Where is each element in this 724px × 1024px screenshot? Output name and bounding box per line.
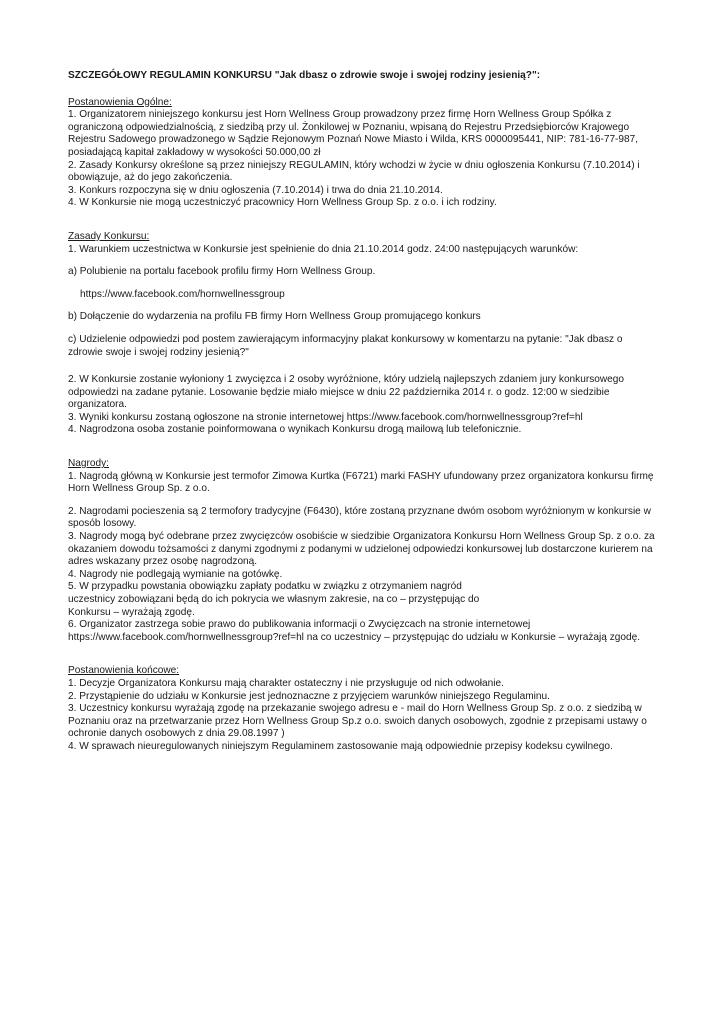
final-provisions-section <box>68 665 658 753</box>
general-item-1: 1. Organizatorem niniejszego konkursu jest Horn Wellness Group prowadzony przez firmę Horn Wellness Group Spółka z ograniczoną odpowiedzialnością, z siedzibą przy ul. Żonkilowej w Poznaniu, wpisaną do Rejestru Przedsiębiorców Krajowego Rejestru Sadowego prowadzonego w Sądzie Rejonowym Poznań Nowe Miasto i Wilda, KRS 0000095441, NIP: 781-16-77-987, posiadającą kapitał zakładowy w wysokości 50.000,00 zł <box>68 109 639 158</box>
prizes-item-2: 2. Nagrodami pocieszenia są 2 termofory tradycyjne (F6430), które zostaną przyznane dwóm osobom wyróżnionym w konkursie w sposób losowy. <box>68 505 651 530</box>
prizes-heading: Nagrody: <box>68 458 109 470</box>
rules-item-3: 3. Wyniki konkursu zostaną ogłoszone na stronie internetowej https://www.facebook.com/hornwellnessgroup?ref=hl <box>68 411 583 423</box>
rules-item-c: c) Udzielenie odpowiedzi pod postem zawierającym informacyjny plakat konkursowy w komentarzu na pytanie: "Jak dbasz o zdrowie swoje i swojej rodziny jesienią?" <box>68 333 623 358</box>
rules-item-2: 2. W Konkursie zostanie wyłoniony 1 zwycięzca i 2 osoby wyróżnione, który udzielą najlepszych zdaniem jury konkursowego odpowiedzi na zadane pytanie. Losowanie będzie miało miejsce w dniu 22 października 2014 r. o godz. 12:00 w siedzibie organizatora. <box>68 374 624 411</box>
prizes-item-1: 1. Nagrodą główną w Konkursie jest termofor Zimowa Kurtka (F6721) marki FASHY ufundowany przez organizatora konkursu firmę Horn Wellness Group Sp. z o.o. <box>68 470 654 495</box>
general-item-3: 3. Konkurs rozpoczyna się w dniu ogłoszenia (7.10.2014) i trwa do dnia 21.10.2014. <box>68 184 443 196</box>
rules-item-4: 4. Nagrodzona osoba zostanie poinformowana o wynikach Konkursu drogą mailową lub telefonicznie. <box>68 424 522 436</box>
final-item-2: 2. Przystąpienie do udziału w Konkursie jest jednoznaczne z przyjęciem warunków niniejszego Regulaminu. <box>68 690 550 702</box>
final-item-4: 4. W sprawach nieuregulowanych niniejszym Regulaminem zastosowanie mają odpowiednie przepisy kodeksu cywilnego. <box>68 740 613 752</box>
prizes-item-4: 4. Nagrody nie podlegają wymianie na gotówkę. <box>68 568 283 580</box>
final-item-1: 1. Decyzje Organizatora Konkursu mają charakter ostateczny i nie przysługuje od nich odwołanie. <box>68 677 504 689</box>
prizes-section <box>68 458 658 644</box>
general-item-4: 4. W Konkursie nie mogą uczestniczyć pracownicy Horn Wellness Group Sp. z o.o. i ich rodziny. <box>68 197 497 209</box>
prizes-item-3: 3. Nagrody mogą być odebrane przez zwycięzców osobiście w siedzibie Organizatora Konkursu Horn Wellness Group Sp. z o.o. za okazaniem dowodu tożsamości z danymi zgodnymi z podanymi w udzielonej odpowiedzi konkursowej lub dostarczone kurierem na adres wskazany przez osobę nagrodzoną. <box>68 531 655 568</box>
rules-item-1: 1. Warunkiem uczestnictwa w Konkursie jest spełnienie do dnia 21.10.2014 godz. 24:00 następujących warunków: <box>68 243 579 255</box>
general-item-2: 2. Zasady Konkursy określone są przez niniejszy REGULAMIN, który wchodzi w życie w dniu ogłoszenia Konkursu (7.10.2014) i obowiązuje, aż do jego zakończenia. <box>68 159 640 184</box>
final-item-3: 3. Uczestnicy konkursu wyrażają zgodę na przekazanie swojego adresu e - mail do Horn Wellness Group Sp. z o.o. z siedzibą w Poznaniu oraz na przetwarzanie przez Horn Wellness Group Sp.z o.o. swoich danych osobowych, zgodnie z przepisami ustawy o ochronie danych osobowych z dnia 29.08.1997 ) <box>68 703 647 740</box>
document-title: SZCZEGÓŁOWY REGULAMIN KONKURSU "Jak dbasz o zdrowie swoje i swojej rodziny jesienią?": <box>68 70 541 81</box>
prizes-item-5-line-3: Konkursu – wyrażają zgodę. <box>68 606 195 618</box>
facebook-profile-link[interactable]: https://www.facebook.com/hornwellnessgroup <box>80 288 285 300</box>
prizes-item-5-line-1: 5. W przypadku powstania obowiązku zapłaty podatku w związku z otrzymaniem nagród <box>68 581 462 593</box>
document-page <box>68 70 658 754</box>
contest-rules-heading: Zasady Konkursu: <box>68 230 150 242</box>
prizes-item-5-line-2: uczestnicy zobowiązani będą do ich pokrycia we własnym zakresie, na co – przystępując do <box>68 594 480 605</box>
contest-rules-section <box>68 231 658 437</box>
rules-item-b: b) Dołączenie do wydarzenia na profilu FB firmy Horn Wellness Group promującego konkurs <box>68 311 481 323</box>
final-provisions-heading: Postanowienia końcowe: <box>68 665 180 677</box>
general-provisions-section <box>68 97 658 210</box>
prizes-item-6: 6. Organizator zastrzega sobie prawo do publikowania informacji o Zwycięzcach na stronie internetowej https://www.facebook.com/hornwellnessgroup?ref=hl na co uczestnicy – przystępując do udziału w Konkursie – wyrażają zgodę. <box>68 619 641 643</box>
general-provisions-heading: Postanowienia Ogólne: <box>68 96 172 108</box>
rules-item-a: a) Polubienie na portalu facebook profilu firmy Horn Wellness Group. <box>68 266 376 278</box>
